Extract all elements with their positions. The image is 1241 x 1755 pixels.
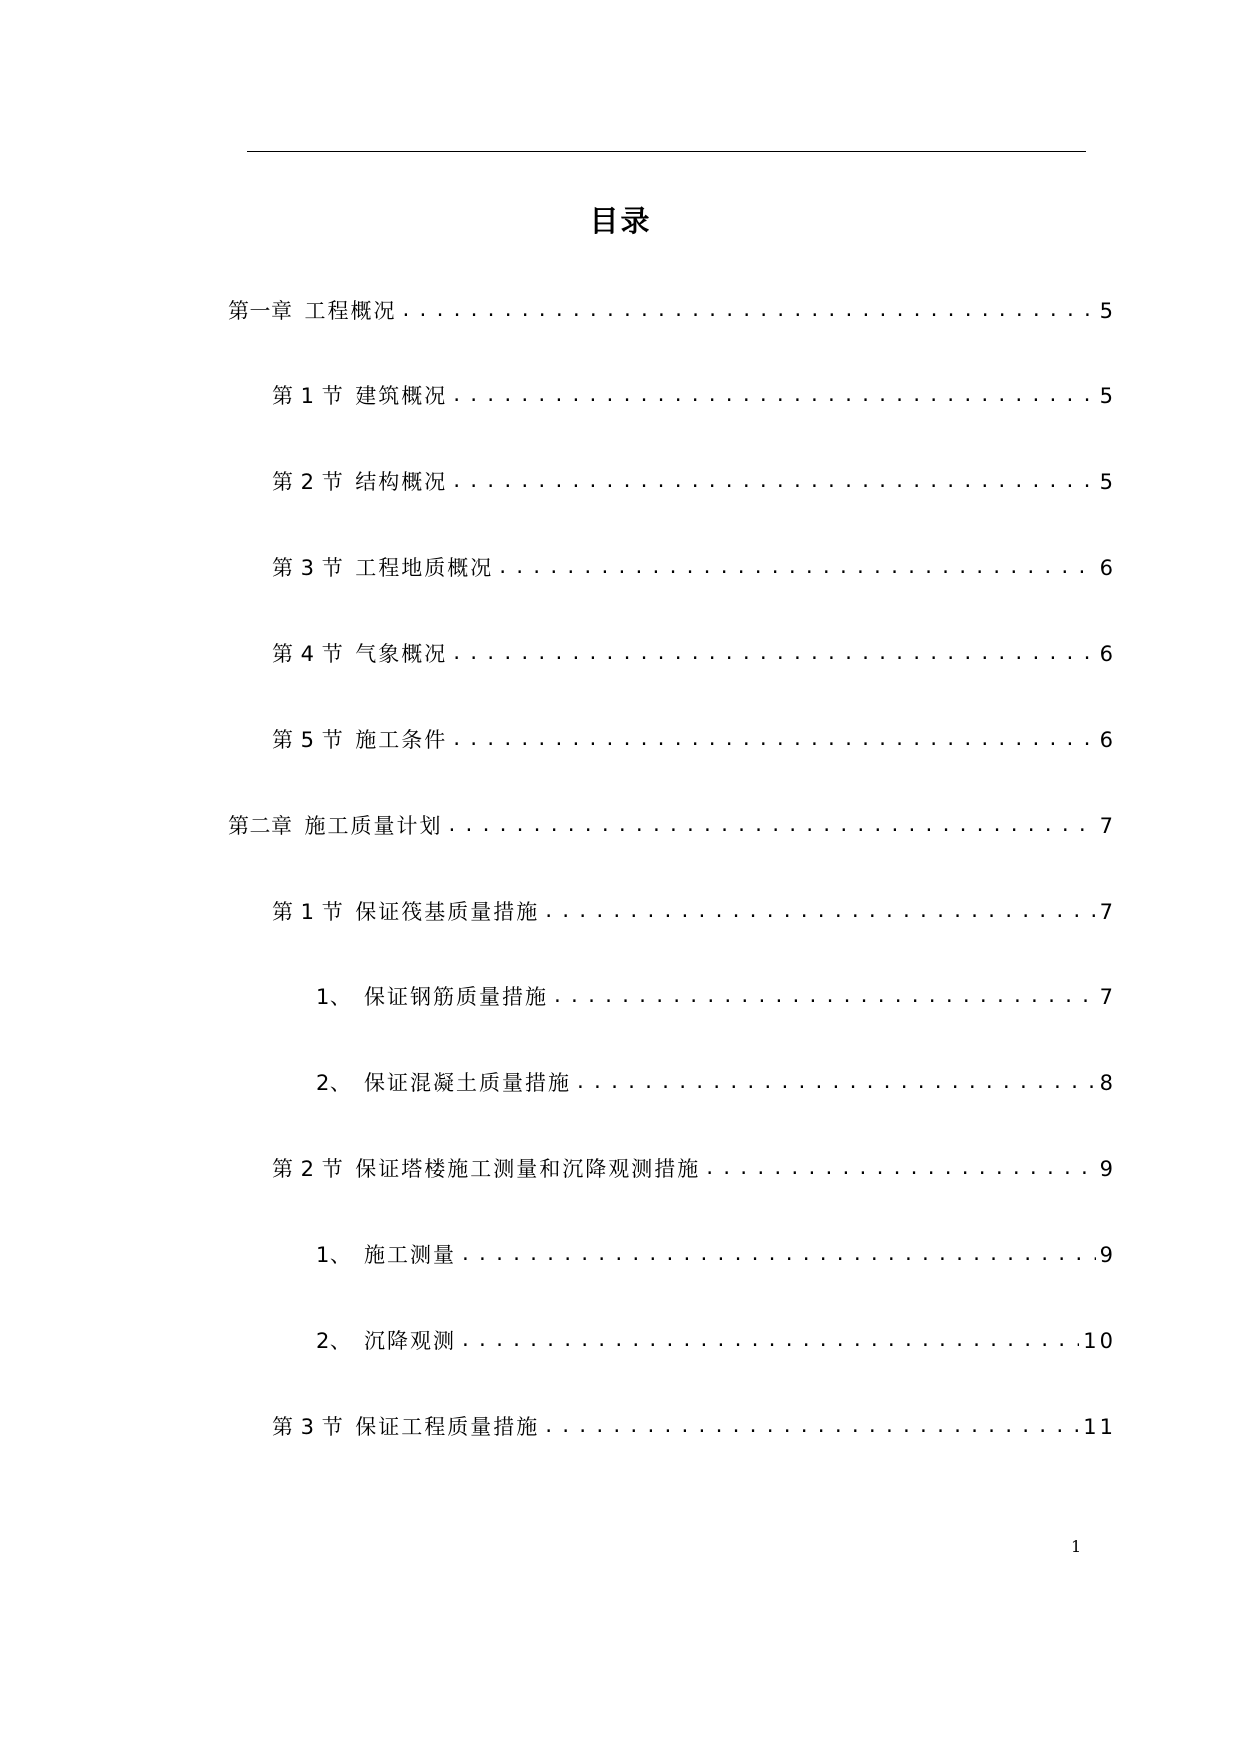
toc-entry-page: 8 xyxy=(1099,1071,1116,1095)
toc-entry-number: 第 3 节 xyxy=(272,1415,344,1439)
toc-entry-text: 施工条件 xyxy=(355,728,448,752)
toc-leader-dots xyxy=(543,1411,1079,1443)
toc-entry-item-2-1-1[interactable] xyxy=(316,981,1116,1013)
toc-entry-page: 6 xyxy=(1099,556,1116,580)
toc-leader-dots xyxy=(451,724,1095,756)
toc-entry-number: 第 1 节 xyxy=(272,384,344,408)
toc-entry-number: 2、 xyxy=(316,1329,352,1353)
toc-entry-text: 工程地质概况 xyxy=(355,556,494,580)
toc-entry-section-2-1[interactable] xyxy=(272,896,1116,928)
toc-entry-chapter-2[interactable] xyxy=(228,810,1116,842)
toc-entry-number: 第一章 xyxy=(228,299,293,323)
toc-entry-text: 保证塔楼施工测量和沉降观测措施 xyxy=(355,1157,701,1181)
toc-entry-section-1-4[interactable] xyxy=(272,638,1116,670)
toc-leader-dots xyxy=(552,981,1096,1013)
toc-leader-dots xyxy=(460,1325,1079,1357)
toc-entry-page: 9 xyxy=(1099,1243,1116,1267)
toc-entry-number: 第二章 xyxy=(228,814,293,838)
toc-entry-number: 1、 xyxy=(316,1243,352,1267)
toc-entry-text: 工程概况 xyxy=(304,299,397,323)
toc-entry-item-2-2-2[interactable] xyxy=(316,1325,1116,1357)
toc-entry-page: 7 xyxy=(1099,985,1116,1009)
toc-entry-number: 第 4 节 xyxy=(272,642,344,666)
toc-entry-item-2-1-2[interactable] xyxy=(316,1067,1116,1099)
toc-entry-text: 保证混凝土质量措施 xyxy=(364,1071,571,1095)
page-number: 1 xyxy=(1071,1537,1082,1556)
toc-leader-dots xyxy=(451,638,1095,670)
toc-leader-dots xyxy=(543,896,1095,928)
toc-leader-dots xyxy=(401,295,1096,327)
toc-entry-page: 7 xyxy=(1099,814,1116,838)
toc-leader-dots xyxy=(575,1067,1096,1099)
toc-entry-text: 气象概况 xyxy=(355,642,448,666)
toc-entry-text: 建筑概况 xyxy=(355,384,448,408)
toc-entry-page: 10 xyxy=(1083,1329,1116,1353)
toc-entry-number: 2、 xyxy=(316,1071,352,1095)
toc-entry-number: 第 2 节 xyxy=(272,1157,344,1181)
toc-entry-number: 第 2 节 xyxy=(272,470,344,494)
toc-entry-page: 11 xyxy=(1083,1415,1116,1439)
toc-leader-dots xyxy=(451,466,1095,498)
toc-leader-dots xyxy=(451,380,1095,412)
toc-entry-page: 5 xyxy=(1099,470,1116,494)
toc-title: 目录 xyxy=(589,204,652,238)
toc-entry-text: 保证工程质量措施 xyxy=(355,1415,540,1439)
toc-entry-section-1-5[interactable] xyxy=(272,724,1116,756)
toc-entry-number: 1、 xyxy=(316,985,352,1009)
toc-entry-section-1-1[interactable] xyxy=(272,380,1116,412)
toc-entry-text: 保证筏基质量措施 xyxy=(355,900,540,924)
toc-entry-page: 6 xyxy=(1099,642,1116,666)
toc-entry-chapter-1[interactable] xyxy=(228,295,1116,327)
toc-entry-page: 6 xyxy=(1099,728,1116,752)
toc-entry-item-2-2-1[interactable] xyxy=(316,1239,1116,1271)
toc-entry-section-2-3[interactable] xyxy=(272,1411,1116,1443)
toc-entry-text: 结构概况 xyxy=(355,470,448,494)
toc-entry-number: 第 1 节 xyxy=(272,900,344,924)
toc-entry-text: 沉降观测 xyxy=(364,1329,456,1353)
toc-entry-number: 第 5 节 xyxy=(272,728,344,752)
toc-entry-page: 5 xyxy=(1099,384,1116,408)
toc-entry-text: 施工质量计划 xyxy=(304,814,443,838)
toc-leader-dots xyxy=(704,1153,1095,1185)
toc-entry-number: 第 3 节 xyxy=(272,556,344,580)
toc-entry-text: 保证钢筋质量措施 xyxy=(364,985,548,1009)
toc-entry-page: 7 xyxy=(1099,900,1116,924)
toc-entry-section-1-3[interactable] xyxy=(272,552,1116,584)
toc-entry-page: 5 xyxy=(1099,299,1116,323)
toc-entry-text: 施工测量 xyxy=(364,1243,456,1267)
toc-entry-section-2-2[interactable] xyxy=(272,1153,1116,1185)
toc-leader-dots xyxy=(460,1239,1096,1271)
toc-entry-section-1-2[interactable] xyxy=(272,466,1116,498)
toc-leader-dots xyxy=(447,810,1096,842)
toc-leader-dots xyxy=(497,552,1095,584)
toc-entry-page: 9 xyxy=(1099,1157,1116,1181)
